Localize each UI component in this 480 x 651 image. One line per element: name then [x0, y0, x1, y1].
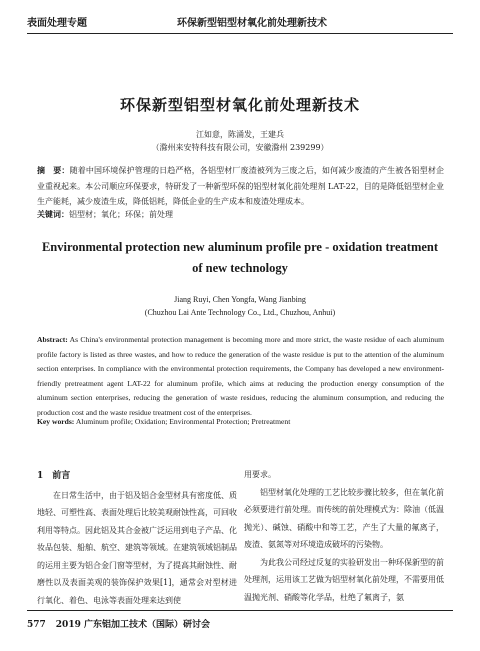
body-paragraph: 铝型材氧化处理的工艺比较步骤比较多，但在氧化前必须要进行前处理。而传统的前处理模式为：除油（低温抛光）、碱蚀、硝酸中和等工艺，产生了大量的氟离子，废渣、氨氮等对环境造成破坏的污染物。 [244, 487, 444, 549]
body-left-column [37, 468, 237, 609]
en-abstract-label: Abstract: [37, 335, 68, 344]
body-paragraph-continued: 用要求。 [244, 470, 276, 479]
en-keywords-label: Key words: [37, 417, 75, 426]
zh-abstract-text: 随着中国环境保护管理的日趋严格，各铝型材厂废渣被列为三废之后，如何减少废渣的产生被各铝型材企业重视起来。本公司顺应环保要求，特研发了一种新型环保的铝型材氧化前处理剂 LAT-22，目的是降低铝型材企业生产能耗，减少废渣生成，降低铝耗，降低企业的生产成本和废渣处理成本。 [37, 166, 445, 206]
en-abstract [37, 333, 444, 420]
en-title: Environmental protection new aluminum profile pre - oxidation treatment of new technology [41, 240, 439, 275]
zh-title: 环保新型铝型材氧化前处理新技术 [119, 96, 360, 114]
en-authors: Jiang Ruyi, Chen Yongfa, Wang Jianbing [174, 295, 306, 304]
zh-authors: 江如意，陈涌发，王建兵 [196, 130, 284, 139]
journal-name: 2019 广东铝加工技术（国际）研讨会 [55, 620, 210, 630]
zh-abstract-label: 摘 要： [37, 165, 70, 175]
zh-keywords-text: 铝型材；氧化；环保；前处理 [69, 210, 173, 219]
page-number: 577 [27, 620, 46, 630]
body-paragraph: 在日常生活中，由于铝及铝合金型材具有密度低、质地轻、可塑性高、表面处理后比较美观耐蚀性高，可回收利用等特点。因此铝及其合金被广泛运用到电子产品、化妆品包装、船舶、航空、建筑等领域。在建筑领域铝制品的运用主要为铝合金门窗等型材，为了提高其耐蚀性、耐磨性以及表面美观的装饰保护效果[1]，通常会对型材进行氧化、着色、电泳等表面处理来达到使 [37, 490, 237, 605]
en-abstract-text: As China's environmental protection management is becoming more and more strict, the waste residue of each aluminum profile factory is listed as three wastes, and how to reduce the generation of the waste residue is put to the attention of the aluminum section enterprises. In compliance with the environmental protection requirements, the Company has developed a new environment-friendly pretreatment agent LAT-22 for aluminum profile, which aims at reducing the production energy consumption of the aluminum section enterprises, reducing the generation of waste residues, reducing the aluminum consumption, and reducing the production cost and the waste residue treatment cost of the enterprises. [37, 335, 444, 417]
zh-keywords-label: 关键词： [37, 209, 69, 219]
header-rule [27, 33, 453, 34]
zh-abstract [37, 163, 444, 210]
header-section: 表面处理专题 [27, 18, 87, 29]
en-keywords-text: Aluminum profile; Oxidation; Environmental Protection; Pretreatment [75, 417, 291, 426]
footer-rule [27, 610, 453, 611]
header-running-title: 环保新型铝型材氧化前处理新技术 [177, 18, 327, 29]
zh-affiliation: （滁州来安特科技有限公司，安徽滁州 239299） [151, 143, 329, 152]
zh-keywords [37, 209, 444, 220]
body-right-column [244, 466, 444, 606]
running-header [27, 14, 453, 32]
section-heading: 1 前言 [37, 471, 71, 481]
page-footer [27, 617, 210, 630]
body-paragraph: 为此我公司经过反复的实验研发出一种环保新型的前处理剂，运用该工艺做为铝型材氧化前处理，不需要用低温抛光剂、硝酸等化学品，杜绝了氟离子，氨 [244, 557, 444, 602]
en-keywords [37, 417, 444, 426]
en-affiliation: (Chuzhou Lai Ante Technology Co., Ltd., Chuzhou, Anhui) [144, 308, 336, 317]
